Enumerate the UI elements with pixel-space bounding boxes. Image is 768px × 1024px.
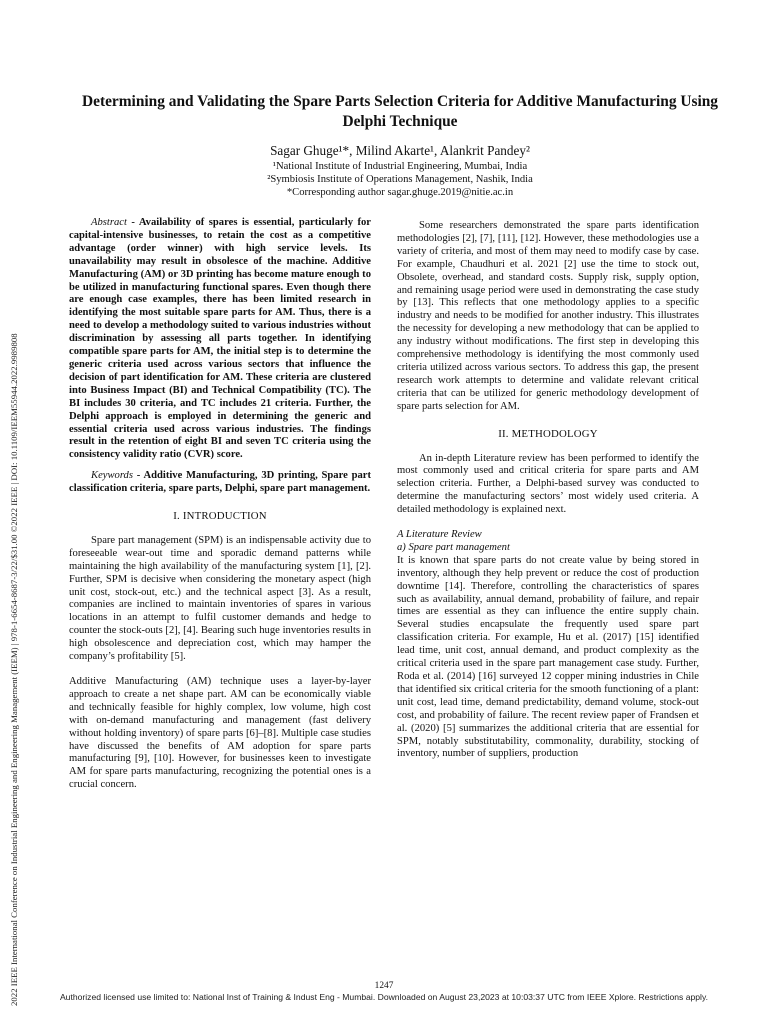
intro-paragraph-2: Additive Manufacturing (AM) technique uses a layer-by-layer approach to create a net shape part. AM can be economically viable and technically feasible for highly complex, low volume, high cost with on-demand manufacturing and management (fast delivery without holding inventory) of spare parts [6]–[8]. Multiple case studies have discussed the benefits of AM adoption for spare parts manufacturing [9], [10]. However, for businesses keen to investigate AM for spare parts manufacturing, recognizing the potential ones is a crucial concern. xyxy=(69,676,371,791)
literature-paragraph: It is known that spare parts do not create value by being stored in inventory, although they help prevent or reduce the cost of production downtime [14]. Therefore, controlling the characteristics of spares such as availability, annual demand, probability of failure, and repair times are essential as they can influence the entire supply chain. Several studies encapsulate the frequently used spare part classification criteria. For example, Hu et al. (2017) [15] identified lead time, unit cost, annual demand, and product complexity as the critical criteria used in the spare part management case study. Further, Roda et al. (2014) [16] surveyed 12 copper mining industries in Chile that identified six critical criteria for the smooth functioning of a plant: unit cost, lead time, demand predictability, demand volume, stock-out cost, and probability of failure. The recent review paper of Frandsen et al. (2020) [5] summarizes the additional criteria that are essential for SPM, notably substitutability, commonality, durability, stocking of inventory, number of suppliers, production xyxy=(397,554,699,760)
affiliation-2: ²Symbiosis Institute of Operations Management, Nashik, India xyxy=(267,174,533,185)
keywords-label: Keywords xyxy=(91,470,133,482)
right-paragraph-1: Some researchers demonstrated the spare parts identification methodologies [2], [7], [11], [12]. However, these methodologies use a variety of criteria, and most of them may need to modify case by case. For example, Chaudhuri et al. 2021 [2] use the time to stock out, Obsolete, overhead, and standard costs. Supply risk, supply option, and remaining usage period were used in demonstrating the case study by [13]. This reflects that one methodology applies to a specific industry and needs to be modified for another industry. This illustrates the necessity for developing a new methodology that can be applied to any industry without modifications. The first step in developing this comprehensive methodology is identifying the most commonly used criteria utilized across various sectors. To address this gap, the present research work attempts to determine and validate relevant critical criteria that can be utilized for generic methodology development of spare parts selection for AM. xyxy=(397,220,699,412)
abstract xyxy=(69,217,371,462)
license-footer: Authorized licensed use limited to: National Inst of Training & Indust Eng - Mumbai. Downloaded on August 23,2023 at 10:03:37 UTC from IEEE Xplore. Restrictions apply. xyxy=(59,992,709,1002)
corresponding-author: *Corresponding author sagar.ghuge.2019@nitie.ac.in xyxy=(286,187,514,198)
methodology-paragraph: An in-depth Literature review has been performed to identify the most commonly used and critical criteria for spare parts and AM selection criteria. Further, a Delphi-based survey was conducted to determine the manufacturing sectors’ most widely used criteria. A detailed methodology is explained next. xyxy=(397,452,699,516)
abstract-text: - Availability of spares is essential, particularly for capital-intensive businesses, to retain the cost as a competitive advantage (order winner) with high service levels. Its unavailability may result in obsolesce of the machine. Additive Manufacturing (AM) or 3D printing has become mature enough to be utilized in manufacturing functional spares. Even though there are enough case examples, there has been limited research in identifying the most suitable spare parts for AM. Thus, there is a need to develop a methodology suited to various industries without discrimination by assessing all parts together. In identifying compatible spare parts for AM, the initial step is to determine the generic criteria used across various sectors that influence the decision of part identification for AM. These criteria are clustered into Business Impact (BI) and Technical Compatibility (TC). The BI includes 30 criteria, and TC includes 21 criteria. Further, the Delphi approach is employed in determining the generic and essential criteria used across various industries. The findings result in the retention of eight BI and seven TC criteria using the consistency validity ratio (CVR) score. xyxy=(69,217,371,461)
section-heading-introduction: I. INTRODUCTION xyxy=(173,510,267,523)
page-number: 1247 xyxy=(374,981,394,991)
abstract-label: Abstract xyxy=(91,217,127,228)
keywords xyxy=(69,470,371,496)
author-list: Sagar Ghuge¹*, Milind Akarte¹, Alankrit Pandey² xyxy=(270,143,530,158)
affiliations xyxy=(140,160,660,199)
keywords-text: - Additive Manufacturing, 3D printing, Spare part classification criteria, spare parts, Delphi, spare part management. xyxy=(69,470,371,495)
subsection-literature-review: A Literature Review xyxy=(397,529,482,541)
section-heading-methodology: II. METHODOLOGY xyxy=(498,427,598,440)
subsubsection-spare-part-management: a) Spare part management xyxy=(397,541,510,553)
ieee-sidebar-citation: 2022 IEEE International Conference on Industrial Engineering and Engineering Management (IEEM) | 978-1-6654-8687-3/22/$31.00 ©2022 IEEE | DOI: 10.1109/IEEM55944.2022.9989808 xyxy=(9,333,19,1006)
affiliation-1: ¹National Institute of Industrial Engineering, Mumbai, India xyxy=(272,161,528,172)
intro-paragraph-1: Spare part management (SPM) is an indispensable activity due to foreseeable wear-out time and sporadic demand patterns while maintaining the high availability of the manufacturing system [1], [2]. Further, SPM is decisive when considering the monetary aspect (high unit cost, stock-out, etc.) and the technical aspect [3]. As a result, companies are inclined to maintain inventories of spares in various locations in an attempt to fulfil customer demands and hedge to counter the stock-outs [2], [4]. Bearing such huge inventories results in high obsolescence and depreciation cost, which may hamper the company’s profitability [5]. xyxy=(69,534,371,663)
right-column xyxy=(397,220,699,761)
paper-title: Determining and Validating the Spare Parts Selection Criteria for Additive Manufacturing Using Delphi Technique xyxy=(82,93,718,130)
left-column xyxy=(69,217,371,792)
